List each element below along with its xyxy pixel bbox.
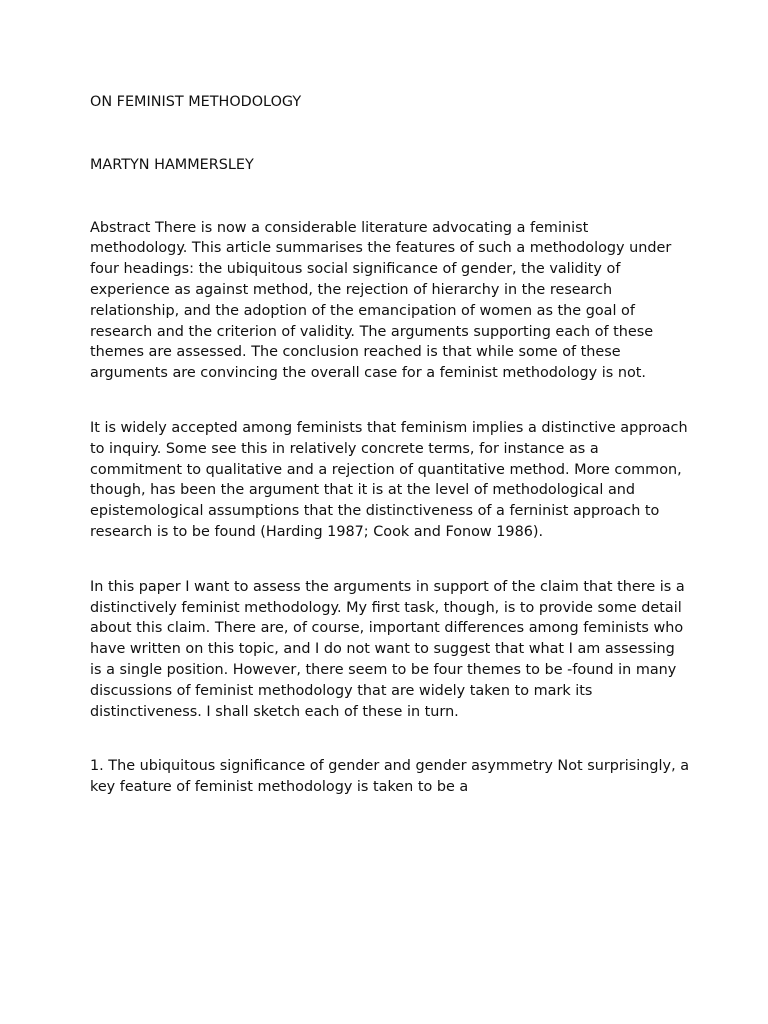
body-paragraph: It is widely accepted among feminists that feminism implies a distinctive approach to inquiry. Some see this in relatively concrete terms, for instance as a commitment to qualitative and a rejection of quantitative method. More common, though, has been the argument that it is at the level of methodological and epistemological assumptions that the distinctiveness of a ferninist approach to research is to be found (Harding 1987; Cook and Fonow 1986). — [90, 419, 688, 540]
document-title: ON FEMINIST METHODOLOGY — [90, 94, 302, 110]
abstract-paragraph: Abstract There is now a considerable literature advocating a feminist methodology. This article summarises the features of such a methodology under four headings: the ubiquitous social significance of gender, the validity of experience as against method, the rejection of hierarchy in the research relationship, and the adoption of the emancipation of women as the goal of research and the criterion of validity. The arguments supporting each of these themes are assessed. The conclusion reached is that while some of these arguments are convincing the overall case for a feminist methodology is not. — [90, 219, 672, 382]
section-heading-paragraph: 1. The ubiquitous significance of gender and gender asymmetry Not surprisingly, a key feature of feminist methodology is taken to be a — [90, 758, 690, 796]
document-page — [90, 92, 690, 798]
document-author: MARTYN HAMMERSLEY — [90, 156, 254, 173]
body-paragraph: In this paper I want to assess the arguments in support of the claim that there is a distinctively feminist methodology. My first task, though, is to provide some detail about this claim. There are, of course, important differences among feminists who have written on this topic, and I do not want to suggest that what I am assessing is a single position. However, there seem to be four themes to be -found in many discussions of feminist methodology that are widely taken to mark its distinctiveness. I shall sketch each of these in turn. — [90, 578, 685, 720]
